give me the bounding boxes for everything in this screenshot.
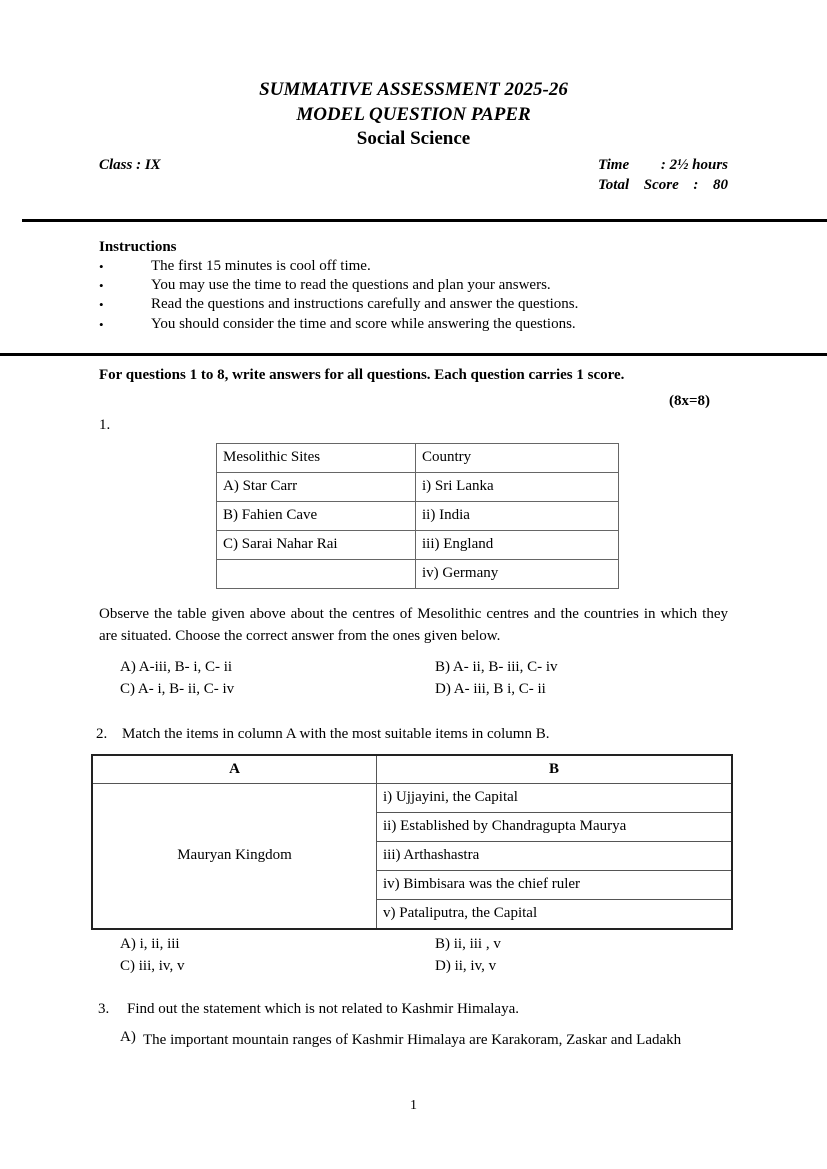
bullet-icon: • <box>99 316 104 332</box>
score-value: 80 <box>713 177 728 193</box>
time-score-block <box>598 155 728 195</box>
table-row <box>217 443 619 472</box>
paper-title: MODEL QUESTION PAPER <box>296 104 531 125</box>
title-block <box>0 0 827 151</box>
instruction-text: You may use the time to read the questions and plan your answers. <box>151 277 551 294</box>
page-number: 1 <box>410 1098 417 1113</box>
table-cell: iii) England <box>416 530 619 559</box>
table-cell: Mesolithic Sites <box>217 443 416 472</box>
q2-option-b: B) ii, iii , v <box>435 935 501 952</box>
table-row <box>92 783 732 812</box>
q3-prompt: Find out the statement which is not related to Kashmir Himalaya. <box>127 1000 519 1017</box>
section-intro: For questions 1 to 8, write answers for all questions. Each question carries 1 score. <box>99 366 625 383</box>
instruction-text: You should consider the time and score while answering the questions. <box>151 315 576 332</box>
score-line <box>598 175 728 195</box>
q3-option-a-text: The important mountain ranges of Kashmir Himalaya are Karakoram, Zaskar and Ladakh <box>143 1031 682 1048</box>
q2-matching-table <box>91 754 733 930</box>
table-row <box>217 472 619 501</box>
instruction-item <box>99 315 728 334</box>
instruction-item <box>99 276 728 295</box>
class-info: Class : IX <box>99 157 161 173</box>
bullet-icon: • <box>99 297 104 313</box>
q2-prompt: Match the items in column A with the most suitable items in column B. <box>122 725 550 742</box>
table-cell: ii) India <box>416 501 619 530</box>
q1-option-b: B) A- ii, B- iii, C- iv <box>435 658 558 675</box>
table-cell: Mauryan Kingdom <box>92 783 377 929</box>
table-cell: B) Fahien Cave <box>217 501 416 530</box>
table-header-b: B <box>377 755 733 784</box>
score-word-2: Score <box>643 177 679 193</box>
divider-top <box>22 219 827 222</box>
instructions-heading: Instructions <box>99 239 177 255</box>
q1-prompt: Observe the table given above about the centres of Mesolithic centres and the countries in which they are situated. Choose the correct answer from the ones given below. <box>99 605 728 644</box>
q1-options <box>120 656 728 701</box>
q3-row <box>98 998 728 1020</box>
table-cell: C) Sarai Nahar Rai <box>217 530 416 559</box>
q3-option-a-label: A) <box>120 1028 136 1045</box>
q2-number: 2. <box>96 725 108 742</box>
table-cell: iv) Bimbisara was the chief ruler <box>377 870 733 899</box>
divider-bottom <box>0 353 827 356</box>
q2-options <box>120 933 728 978</box>
table-cell: v) Pataliputra, the Capital <box>377 899 733 929</box>
table-cell: i) Ujjayini, the Capital <box>377 783 733 812</box>
bullet-icon: • <box>99 259 104 274</box>
score-word-1: Total <box>598 177 630 193</box>
bullet-icon: • <box>99 278 104 294</box>
instruction-item <box>99 257 728 276</box>
subject-title: Social Science <box>356 128 471 149</box>
instruction-text: Read the questions and instructions carefully and answer the questions. <box>151 296 579 313</box>
table-row <box>92 755 732 784</box>
q2-option-a: A) i, ii, iii <box>120 935 180 952</box>
table-cell: i) Sri Lanka <box>416 472 619 501</box>
q2-option-c: C) iii, iv, v <box>120 958 185 975</box>
q1-option-c: C) A- i, B- ii, C- iv <box>120 681 235 698</box>
q1-number: 1. <box>99 416 111 433</box>
table-cell: Country <box>416 443 619 472</box>
time-value: : 2½ hours <box>660 157 728 173</box>
table-cell: iv) Germany <box>416 559 619 588</box>
section-marks: (8x=8) <box>668 392 710 409</box>
q2-option-d: D) ii, iv, v <box>435 958 497 975</box>
instructions-block <box>99 238 728 334</box>
table-cell: ii) Established by Chandragupta Maurya <box>377 812 733 841</box>
q1-option-d: D) A- iii, B i, C- ii <box>435 681 546 698</box>
time-label: Time <box>598 157 630 173</box>
table-row <box>217 559 619 588</box>
time-line <box>598 155 728 175</box>
instruction-text: The first 15 minutes is cool off time. <box>151 258 371 274</box>
q1-option-a: A) A-iii, B- i, C- ii <box>120 658 233 675</box>
q3-option-a <box>120 1029 728 1051</box>
q1-matching-table <box>216 443 619 589</box>
table-header-a: A <box>92 755 377 784</box>
score-colon: : <box>693 177 699 193</box>
table-row <box>217 530 619 559</box>
q3-number: 3. <box>98 1000 110 1017</box>
exam-title: SUMMATIVE ASSESSMENT 2025-26 <box>259 79 568 100</box>
exam-meta-row <box>99 155 728 195</box>
table-cell <box>217 559 416 588</box>
instruction-item <box>99 295 728 314</box>
table-cell: A) Star Carr <box>217 472 416 501</box>
table-row <box>217 501 619 530</box>
table-cell: iii) Arthashastra <box>377 841 733 870</box>
q2-row <box>96 723 728 745</box>
